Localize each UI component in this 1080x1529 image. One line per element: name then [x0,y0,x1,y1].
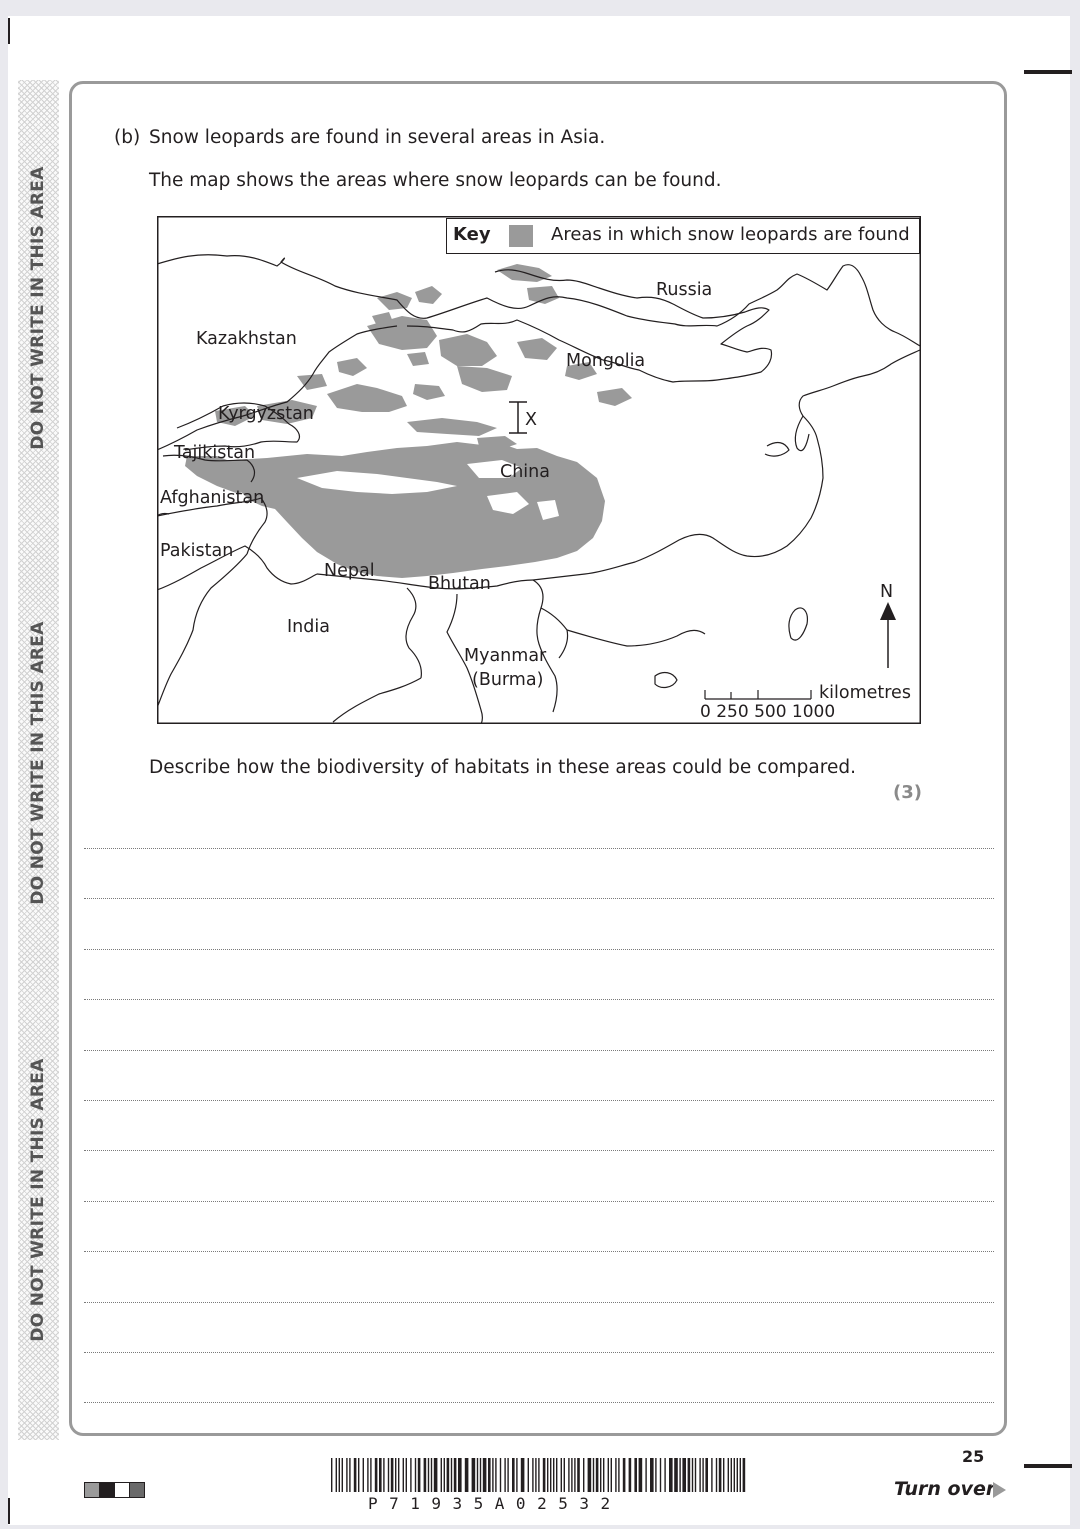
crop-mark-bottom-right [1024,1464,1072,1468]
answer-line[interactable] [84,848,994,849]
barcode-bar [367,1458,368,1492]
barcode-bar [383,1458,384,1492]
margin-warning-top: DO NOT WRITE IN THIS AREA [28,166,48,450]
barcode-bar [692,1458,693,1492]
page-number: 25 [962,1447,985,1466]
barcode-bar [574,1458,575,1492]
barcode-bar [434,1458,438,1492]
barcode-bar [723,1458,724,1492]
barcode-bar [354,1458,357,1492]
barcode-bar [358,1458,359,1492]
scale-ticks: 0 250 500 1000 [700,702,836,722]
barcode-bar [547,1458,548,1492]
square-grey [84,1482,100,1498]
barcode-bar [379,1458,382,1492]
barcode-bar [705,1458,708,1492]
barcode-bar [655,1458,656,1492]
barcode-bar [403,1458,404,1492]
answer-line[interactable] [84,1100,994,1101]
barcode-bar [634,1458,637,1492]
barcode-bar [629,1458,632,1492]
barcode-bar [571,1458,572,1492]
answer-line[interactable] [84,1251,994,1252]
barcode-bar [495,1458,496,1492]
barcode-bar [743,1458,746,1492]
barcode-bar [623,1458,626,1492]
barcode-text: P71935A02532 [368,1494,622,1513]
barcode-bar [702,1458,703,1492]
answer-line[interactable] [84,1402,994,1403]
margin-warning-bottom: DO NOT WRITE IN THIS AREA [28,1058,48,1342]
barcode-bar [615,1458,616,1492]
barcode-bar [521,1458,525,1492]
label-russia: Russia [656,280,713,300]
barcode-bar [737,1458,738,1492]
habitat-swatch [509,225,533,247]
part-label: (b) [114,127,141,148]
barcode-bar [415,1458,416,1492]
barcode-bar [679,1458,680,1492]
barcode-bar [500,1458,501,1492]
barcode-bar [543,1458,546,1492]
barcode [331,1458,747,1496]
barcode-bar [532,1458,533,1492]
marker-x-label: X [525,410,537,430]
barcode-bar [410,1458,411,1492]
barcode-bar [577,1458,580,1492]
label-china: China [500,462,550,482]
barcode-bar [398,1458,399,1492]
answer-line[interactable] [84,949,994,950]
barcode-bar [339,1458,340,1492]
barcode-bar [553,1458,554,1492]
label-kazakhstan: Kazakhstan [196,329,297,349]
barcode-bar [674,1458,678,1492]
barcode-bar [388,1458,389,1492]
barcode-bar [669,1458,673,1492]
turn-over-label: Turn over [894,1478,996,1500]
barcode-bar [444,1458,445,1492]
barcode-bar [346,1458,347,1492]
barcode-bar [483,1458,487,1492]
answer-line[interactable] [84,898,994,899]
square-black [99,1482,115,1498]
barcode-bar [492,1458,493,1492]
barcode-bar [719,1458,722,1492]
map-key [446,218,920,254]
barcode-bar [588,1458,592,1492]
barcode-bar [465,1458,469,1492]
barcode-bar [593,1458,594,1492]
barcode-bar [375,1458,378,1492]
north-label: N [880,582,894,602]
barcode-bar [734,1458,735,1492]
barcode-bar [370,1458,371,1492]
barcode-bar [611,1458,612,1492]
barcode-bar [728,1458,729,1492]
barcode-bar [740,1458,741,1492]
barcode-bar [424,1458,427,1492]
answer-line[interactable] [84,1352,994,1353]
label-mongolia: Mongolia [566,351,646,371]
barcode-bar [664,1458,665,1492]
crop-mark-bottom-left [8,1498,10,1524]
barcode-bar [504,1458,505,1492]
crop-mark-top-right [1024,70,1072,74]
map-caption: The map shows the areas where snow leopards can be found. [149,170,722,191]
barcode-bar [600,1458,601,1492]
barcode-bar [711,1458,712,1492]
barcode-bar [336,1458,337,1492]
barcode-bar [608,1458,609,1492]
barcode-bar [480,1458,481,1492]
barcode-bar [603,1458,604,1492]
marks-available: (3) [893,782,922,803]
barcode-bar [331,1458,332,1492]
barcode-bar [660,1458,661,1492]
answer-line[interactable] [84,1150,994,1151]
label-tajikistan: Tajikistan [174,443,256,463]
turn-over-arrow-icon [993,1482,1006,1498]
barcode-bar [561,1458,562,1492]
answer-line[interactable] [84,1201,994,1202]
answer-line[interactable] [84,1050,994,1051]
barcode-bar [538,1458,539,1492]
barcode-bar [583,1458,584,1492]
barcode-bar [688,1458,691,1492]
barcode-bar [451,1458,452,1492]
label-bhutan: Bhutan [428,574,491,594]
label-india: India [287,617,330,637]
barcode-bar [418,1458,421,1492]
barcode-bar [349,1458,350,1492]
barcode-bar [516,1458,517,1492]
barcode-bar [682,1458,686,1492]
barcode-bar [556,1458,557,1492]
barcode-bar [363,1458,364,1492]
barcode-bar [342,1458,343,1492]
label-burma: (Burma) [472,670,544,690]
barcode-bar [528,1458,529,1492]
barcode-bar [568,1458,569,1492]
barcode-bar [454,1458,457,1492]
barcode-bar [639,1458,643,1492]
label-afghanistan: Afghanistan [160,488,265,508]
square-white [114,1482,130,1498]
barcode-bar [458,1458,462,1492]
barcode-bar [447,1458,450,1492]
barcode-bar [428,1458,429,1492]
barcode-bar [564,1458,565,1492]
answer-line[interactable] [84,999,994,1000]
barcode-bar [650,1458,654,1492]
barcode-bar [716,1458,717,1492]
barcode-bar [395,1458,396,1492]
answer-line[interactable] [84,1302,994,1303]
scale-unit: kilometres [819,683,911,703]
barcode-bar [477,1458,478,1492]
barcode-bar [488,1458,491,1492]
barcode-bar [406,1458,407,1492]
key-description: Areas in which snow leopards are found [551,224,910,245]
label-myanmar: Myanmar [464,646,547,666]
barcode-bar [645,1458,646,1492]
square-dark-grey [129,1482,145,1498]
barcode-bar [441,1458,442,1492]
barcode-bar [472,1458,476,1492]
barcode-bar [699,1458,700,1492]
barcode-bar [550,1458,551,1492]
barcode-bar [512,1458,515,1492]
label-pakistan: Pakistan [160,541,234,561]
question-prompt: Describe how the biodiversity of habitats in these areas could be compared. [149,757,856,778]
crop-mark-top-left [8,18,10,44]
barcode-bar [431,1458,432,1492]
question-intro: Snow leopards are found in several areas in Asia. [149,127,606,148]
barcode-bar [596,1458,599,1492]
barcode-bar [618,1458,619,1492]
barcode-bar [507,1458,508,1492]
barcode-bar [535,1458,536,1492]
label-kyrgyzstan: Kyrgyzstan [218,404,314,424]
key-label: Key [453,224,491,245]
registration-squares [84,1482,144,1502]
barcode-bar [731,1458,732,1492]
margin-warning-middle: DO NOT WRITE IN THIS AREA [28,621,48,905]
label-nepal: Nepal [324,561,375,581]
barcode-bar [391,1458,394,1492]
barcode-bar [695,1458,696,1492]
